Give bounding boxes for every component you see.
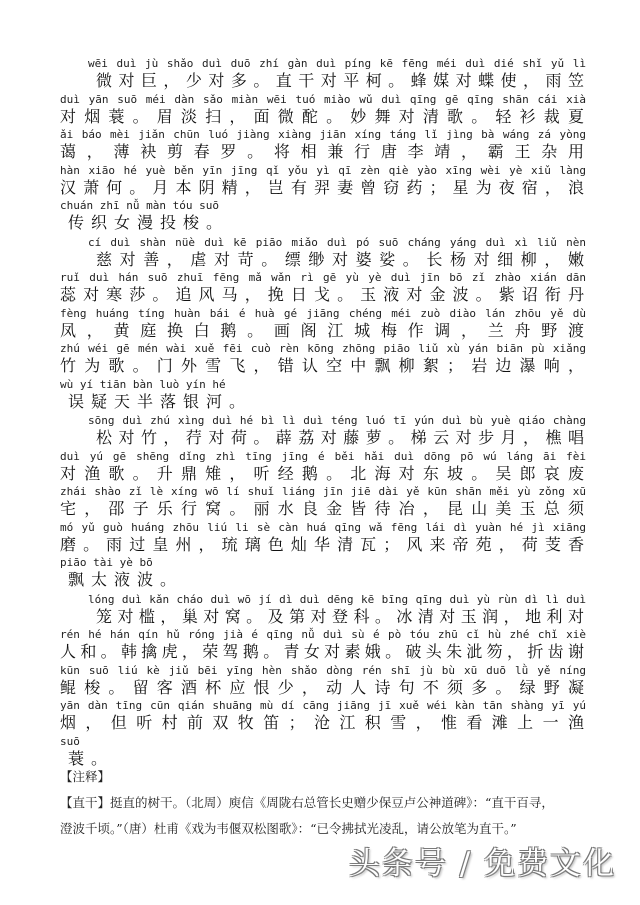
hanzi-line: 对烟蓑。眉淡扫，面微酡。妙舞对清歌。轻衫裁夏 bbox=[60, 106, 586, 126]
pinyin-line: duì yān suō méi dàn sǎo miàn wēi tuó miào wǔ duì qīng gē qīng shān cái xià bbox=[60, 92, 586, 106]
hanzi-line: 蓑。 bbox=[68, 748, 115, 768]
hanzi-line: 鲲梭。留客酒杯应恨少，动人诗句不须多。绿野凝 bbox=[60, 677, 586, 697]
verse-line bbox=[60, 699, 586, 735]
hanzi-line: 传织女漫投梭。 bbox=[68, 213, 230, 232]
notes-section bbox=[60, 764, 620, 842]
hanzi-line: 松对竹，荇对荷。薜荔对藤萝。梯云对步月，樵唱 bbox=[96, 428, 586, 447]
hanzi-line: 笼对槛，巢对窝。及第对登科。冰清对玉润，地利对 bbox=[96, 606, 586, 626]
verse-line bbox=[60, 414, 586, 450]
verse-line bbox=[60, 556, 586, 592]
pinyin-line: piāo tài yè bō bbox=[60, 556, 153, 569]
pinyin-line: suō bbox=[60, 734, 80, 748]
verse-line bbox=[60, 378, 586, 414]
verse-line bbox=[60, 236, 586, 272]
hanzi-line: 汉萧何。月本阴精，岂有羿妻曾窃药；星为夜宿，浪 bbox=[60, 177, 586, 197]
hanzi-line: 蔼，薄袂剪春罗。将相兼行唐李靖，霸王杂用 bbox=[60, 142, 586, 161]
verse-line bbox=[60, 628, 586, 664]
hanzi-line: 微对巨，少对多。直干对平柯。蜂媒对蝶使，雨笠 bbox=[96, 71, 586, 90]
verse-line bbox=[60, 342, 586, 378]
verse-line bbox=[60, 450, 586, 486]
note-line: 澄波千顷。”（唐）杜甫《戏为韦偃双松图歌》：“已令拂拭光凌乱，请公放笔为直干。” bbox=[60, 821, 517, 836]
verse-line bbox=[60, 128, 586, 164]
pinyin-line: mó yǔ guò huáng zhōu liú li sè càn huá qīng wǎ fēng lái dì yuàn hé jì xiāng bbox=[60, 520, 586, 534]
pinyin-line: rén hé hán qín hǔ róng jià é qīng nǚ duì sù é pò tóu zhū cǐ hù zhé chǐ xiè bbox=[60, 628, 586, 641]
pinyin-line: duì yú gē shēng dǐng zhì tīng jīng é běi hǎi duì dōng pō wú láng āi fèi bbox=[60, 449, 586, 463]
verse-line bbox=[60, 199, 586, 235]
pinyin-line: wù yí tiān bàn luò yín hé bbox=[60, 377, 226, 391]
pinyin-line: zhái shào zǐ lè xíng wō lí shuǐ liáng jīn jiē dài yě kūn shān měi yù zǒng xū bbox=[60, 485, 586, 498]
verse-line bbox=[60, 307, 586, 343]
hanzi-line: 凤，黄庭换白鹅。画阁江城梅作调，兰舟野渡 bbox=[60, 320, 586, 340]
verse-line bbox=[60, 485, 586, 521]
hanzi-line: 烟，但听村前双牧笛；沧江积雪，惟看滩上一渔 bbox=[60, 713, 586, 732]
hanzi-line: 对渔歌。升鼎雉，听经鹅。北海对东坡。吴郎哀废 bbox=[60, 463, 586, 483]
stanza bbox=[60, 57, 586, 235]
pinyin-line: lóng duì kǎn cháo duì wō jí dì duì dēng kē bīng qīng duì yù rùn dì lì duì bbox=[88, 592, 586, 606]
pinyin-line: zhú wéi gē mén wài xuě fēi cuò rèn kōng zhōng piāo liǔ xù yán biān pù xiǎng bbox=[60, 342, 586, 355]
verse-line bbox=[60, 57, 586, 93]
verse-line bbox=[60, 271, 586, 307]
poem-body bbox=[60, 57, 586, 771]
pinyin-line: ǎi báo mèi jiǎn chūn luó jiàng xiàng jiān xíng táng lǐ jìng bà wáng zá yòng bbox=[60, 128, 586, 141]
verse-line bbox=[60, 93, 586, 129]
verse-line bbox=[60, 664, 586, 700]
pinyin-line: hàn xiāo hé yuè běn yīn jīng qǐ yǒu yì qī zèn qiè yào xīng wèi yè xiǔ làng bbox=[60, 163, 586, 177]
hanzi-line: 宅，邵子乐行窝。丽水良金皆待冶，昆山美玉总须 bbox=[60, 499, 586, 518]
pinyin-line: cí duì shàn nüè duì kē piāo miǎo duì pó suō cháng yáng duì xì liǔ nèn bbox=[88, 235, 586, 249]
verse-line bbox=[60, 164, 586, 200]
hanzi-line: 飘太液波。 bbox=[68, 570, 184, 589]
hanzi-line: 竹为歌。门外雪飞，错认空中飘柳絮；岩边瀑响， bbox=[60, 356, 586, 375]
verse-line bbox=[60, 593, 586, 629]
pinyin-line: fèng huáng tíng huàn bái é huà gé jiāng chéng méi zuò diào lán zhōu yě dù bbox=[60, 306, 586, 320]
pinyin-line: kūn suō liú kè jiǔ bēi yīng hèn shǎo dòng rén shī jù bù xū duō lǜ yě níng bbox=[60, 663, 586, 677]
pinyin-line: chuán zhī nǚ màn tóu suō bbox=[60, 199, 219, 212]
hanzi-line: 磨。雨过皇州，琉璃色灿华清瓦；风来帝苑，荷芰香 bbox=[60, 534, 586, 554]
pinyin-line: sōng duì zhú xìng duì hé bì lì duì téng luó tī yún duì bù yuè qiáo chàng bbox=[88, 414, 586, 427]
stanza bbox=[60, 236, 586, 414]
pinyin-line: yān dàn tīng cūn qián shuāng mù dí cāng jiāng jī xuě wéi kàn tān shàng yī yú bbox=[60, 699, 586, 712]
watermark: 头条号 / 免费文化 bbox=[348, 846, 616, 882]
hanzi-line: 慈对善，虐对苛。缥缈对婆娑。长杨对细柳，嫩 bbox=[96, 249, 586, 269]
hanzi-line: 蕊对寒莎。追风马，挽日戈。玉液对金波。紫诏衔丹 bbox=[60, 285, 586, 304]
stanza bbox=[60, 414, 586, 592]
note-line: 【直干】挺直的树干。（北周）庾信《周陇右总管长史赠少保豆卢公神道碑》：“直干百寻， bbox=[60, 795, 554, 810]
hanzi-line: 人和。韩擒虎，荣驾鹅。青女对素娥。破头朱泚笏，折齿谢 bbox=[60, 642, 586, 661]
pinyin-line: wēi duì jù shǎo duì duō zhí gàn duì píng kē fēng méi duì dié shǐ yǔ lì bbox=[88, 57, 586, 70]
pinyin-line: ruǐ duì hán suō zhuī fēng mǎ wǎn rì gē yù yè duì jīn bō zǐ zhào xián dān bbox=[60, 271, 586, 284]
hanzi-line: 误疑天半落银河。 bbox=[68, 391, 253, 411]
verse-line bbox=[60, 521, 586, 557]
notes-heading: 【注释】 bbox=[60, 769, 111, 784]
stanza bbox=[60, 593, 586, 771]
